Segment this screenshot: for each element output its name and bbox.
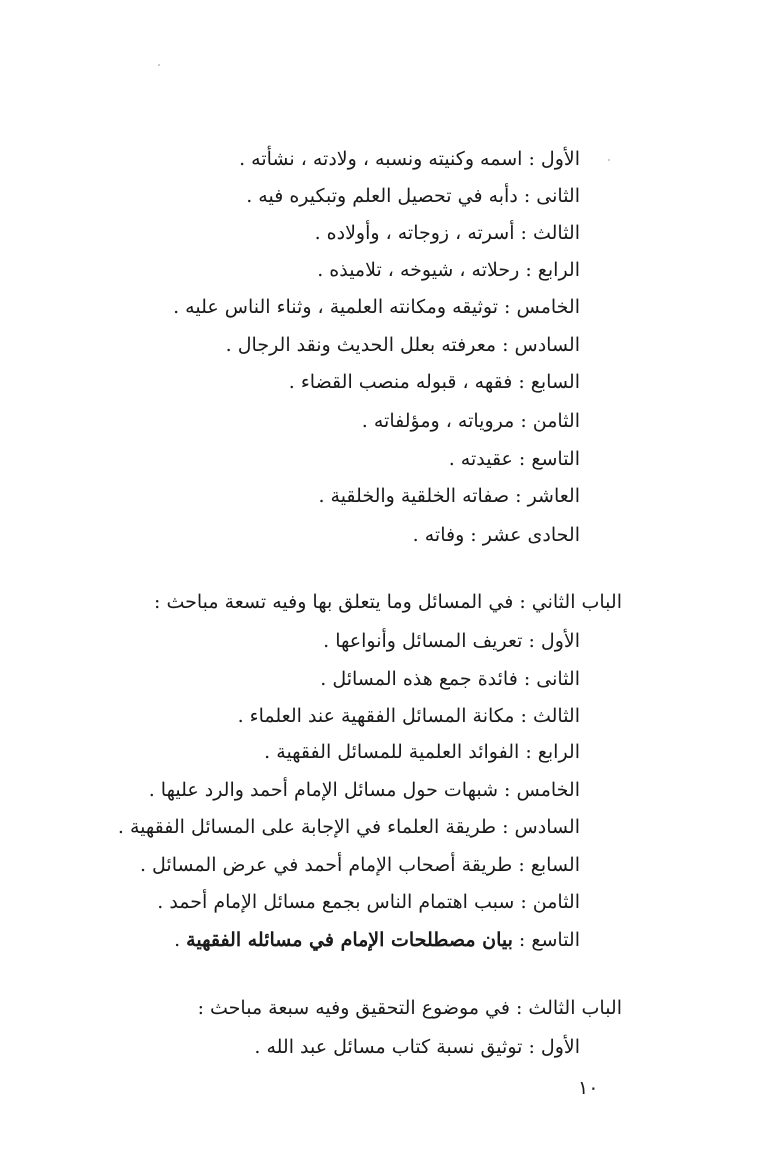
list-item: الرابع : الفوائد العلمية للمسائل الفقهية . — [264, 741, 580, 763]
chapter-heading: الباب الثاني : في المسائل وما يتعلق بها وفيه تسعة مباحث : — [154, 591, 622, 613]
list-item: الرابع : رحلاته ، شيوخه ، تلاميذه . — [317, 259, 580, 281]
list-item: الحادى عشر : وفاته . — [412, 524, 580, 546]
list-item: الثالث : أسرته ، زوجاته ، وأولاده . — [314, 222, 580, 244]
list-item-bold-text: بيان مصطلحات الإمام في مسائله الفقهية — [186, 929, 513, 951]
list-item — [174, 925, 580, 955]
list-item: الثانى : فائدة جمع هذه المسائل . — [320, 668, 580, 690]
list-item: السادس : طريقة العلماء في الإجابة على المسائل الفقهية . — [117, 816, 580, 838]
list-item: الأول : اسمه وكنيته ونسبه ، ولادته ، نشأته . — [239, 148, 580, 170]
list-item: الخامس : توثيقه ومكانته العلمية ، وثناء الناس عليه . — [173, 296, 580, 318]
list-item: السادس : معرفته بعلل الحديث ونقد الرجال . — [225, 334, 580, 356]
page-number: ١٠ — [578, 1077, 599, 1099]
list-item: السابع : فقهه ، قبوله منصب القضاء . — [288, 371, 580, 393]
list-item: الثامن : مروياته ، ومؤلفاته . — [361, 410, 580, 432]
chapter-heading: الباب الثالث : في موضوع التحقيق وفيه سبعة مباحث : — [197, 997, 622, 1019]
list-item-suffix: . — [174, 929, 187, 951]
list-item: الثالث : مكانة المسائل الفقهية عند العلماء . — [237, 705, 580, 727]
list-item: العاشر : صفاته الخلقية والخلقية . — [318, 485, 580, 507]
list-item: الأول : توثيق نسبة كتاب مسائل عبد الله . — [254, 1036, 580, 1058]
list-item: السابع : طريقة أصحاب الإمام أحمد في عرض المسائل . — [139, 854, 580, 876]
list-item: الخامس : شبهات حول مسائل الإمام أحمد والرد عليها . — [148, 779, 580, 801]
scan-speck — [608, 159, 610, 161]
list-item: الأول : تعريف المسائل وأنواعها . — [323, 630, 580, 652]
list-item-prefix: التاسع : — [512, 929, 580, 951]
list-item: الثانى : دأبه في تحصيل العلم وتبكيره فيه . — [246, 185, 580, 207]
scan-speck — [158, 64, 160, 66]
list-item: الثامن : سبب اهتمام الناس بجمع مسائل الإمام أحمد . — [157, 891, 580, 913]
list-item: التاسع : عقيدته . — [448, 448, 580, 470]
